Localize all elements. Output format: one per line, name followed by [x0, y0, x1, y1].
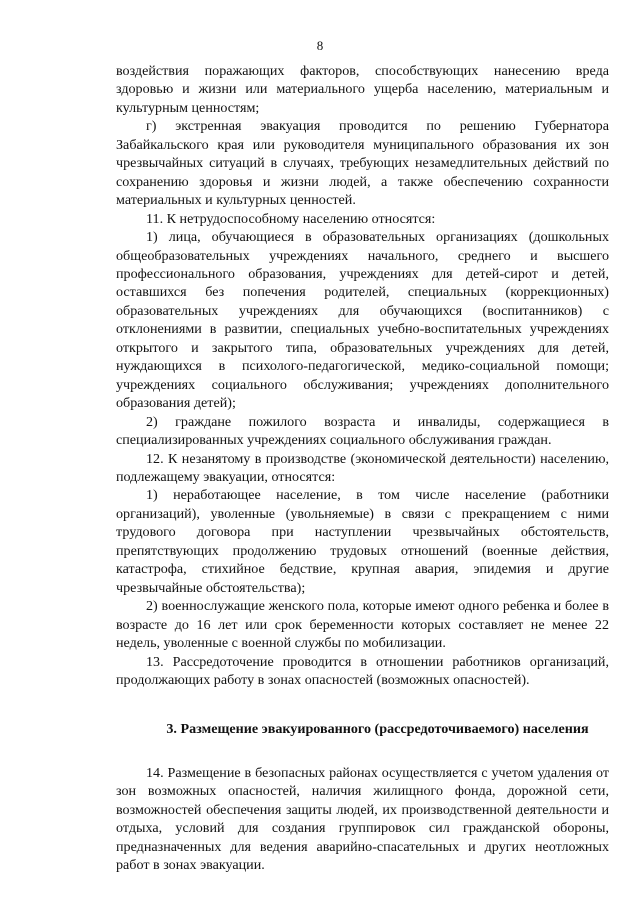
paragraph-11-1: 1) лица, обучающиеся в образовательных организациях (дошкольных общеобразовательных учреждениях начального, среднего и высшего профессионального образования, учреждениях для детей-сирот и детей, оставшихся без попечения родителей, специальных (коррекционных) образовательных учреждениях для обучающихся (воспитанников) с отклонениями в развитии, специальных учебно-воспитательных учреждениях открытого и закрытого типа, образовательных учреждениях для детей, нуждающихся в психолого-педагогической, медико-социальной помощи; учреждениях социального обслуживания; учреждениях дополнительного образования детей);: [116, 229, 609, 412]
paragraph-11-2: 2) граждане пожилого возраста и инвалиды, содержащиеся в специализированных учреждениях социального обслуживания граждан.: [116, 413, 609, 449]
page-number: 8: [316, 38, 324, 53]
paragraph-12-2: 2) военнослужащие женского пола, которые имеют одного ребенка и более в возрасте до 16 лет или срок беременности которых составляет не менее 22 недель, уволенные с военной службы по мобилизации.: [116, 598, 609, 652]
document-body: [116, 62, 609, 875]
paragraph-12: 12. К незанятому в производстве (экономической деятельности) населению, подлежащему эвакуации, относятся:: [116, 450, 609, 485]
section-heading: 3. Размещение эвакуированного (рассредоточиваемого) населения: [166, 721, 589, 738]
paragraph-11: 11. К нетрудоспособному населению относятся:: [146, 210, 436, 227]
paragraph-13: 13. Рассредоточение проводится в отношении работников организаций, продолжающих работу в зонах опасностей (возможных опасностей).: [116, 653, 609, 688]
paragraph-item-g: г) экстренная эвакуация проводится по решению Губернатора Забайкальского края или руководителя муниципального образования их зон чрезвычайных ситуаций в случаях, требующих незамедлительных действий по сохранению здоровья и жизни людей, а также обеспечению сохранности материальных и культурных ценностей.: [116, 118, 609, 209]
paragraph-continuation: воздействия поражающих факторов, способствующих нанесению вреда здоровью и жизни или материального ущерба населению, материальным и культурным ценностям;: [116, 63, 609, 116]
paragraph-12-1: 1) неработающее население, в том числе население (работники организаций), уволенные (увольняемые) в связи с прекращением с ними трудового договора при наступлении чрезвычайных обстоятельств, препятствующих продолжению трудовых отношений (военные действия, катастрофа, стихийное бедствие, крупная авария, эпидемия и другие чрезвычайные обстоятельства);: [116, 487, 609, 596]
paragraph-14: 14. Размещение в безопасных районах осуществляется с учетом удаления от зон возможных опасностей, наличия жилищного фонда, дорожной сети, возможностей обеспечения защиты людей, их производственной деятельности и отдыха, условий для создания группировок сил гражданской обороны, предназначенных для ведения аварийно-спасательных и других неотложных работ в зонах эвакуации.: [116, 764, 609, 874]
